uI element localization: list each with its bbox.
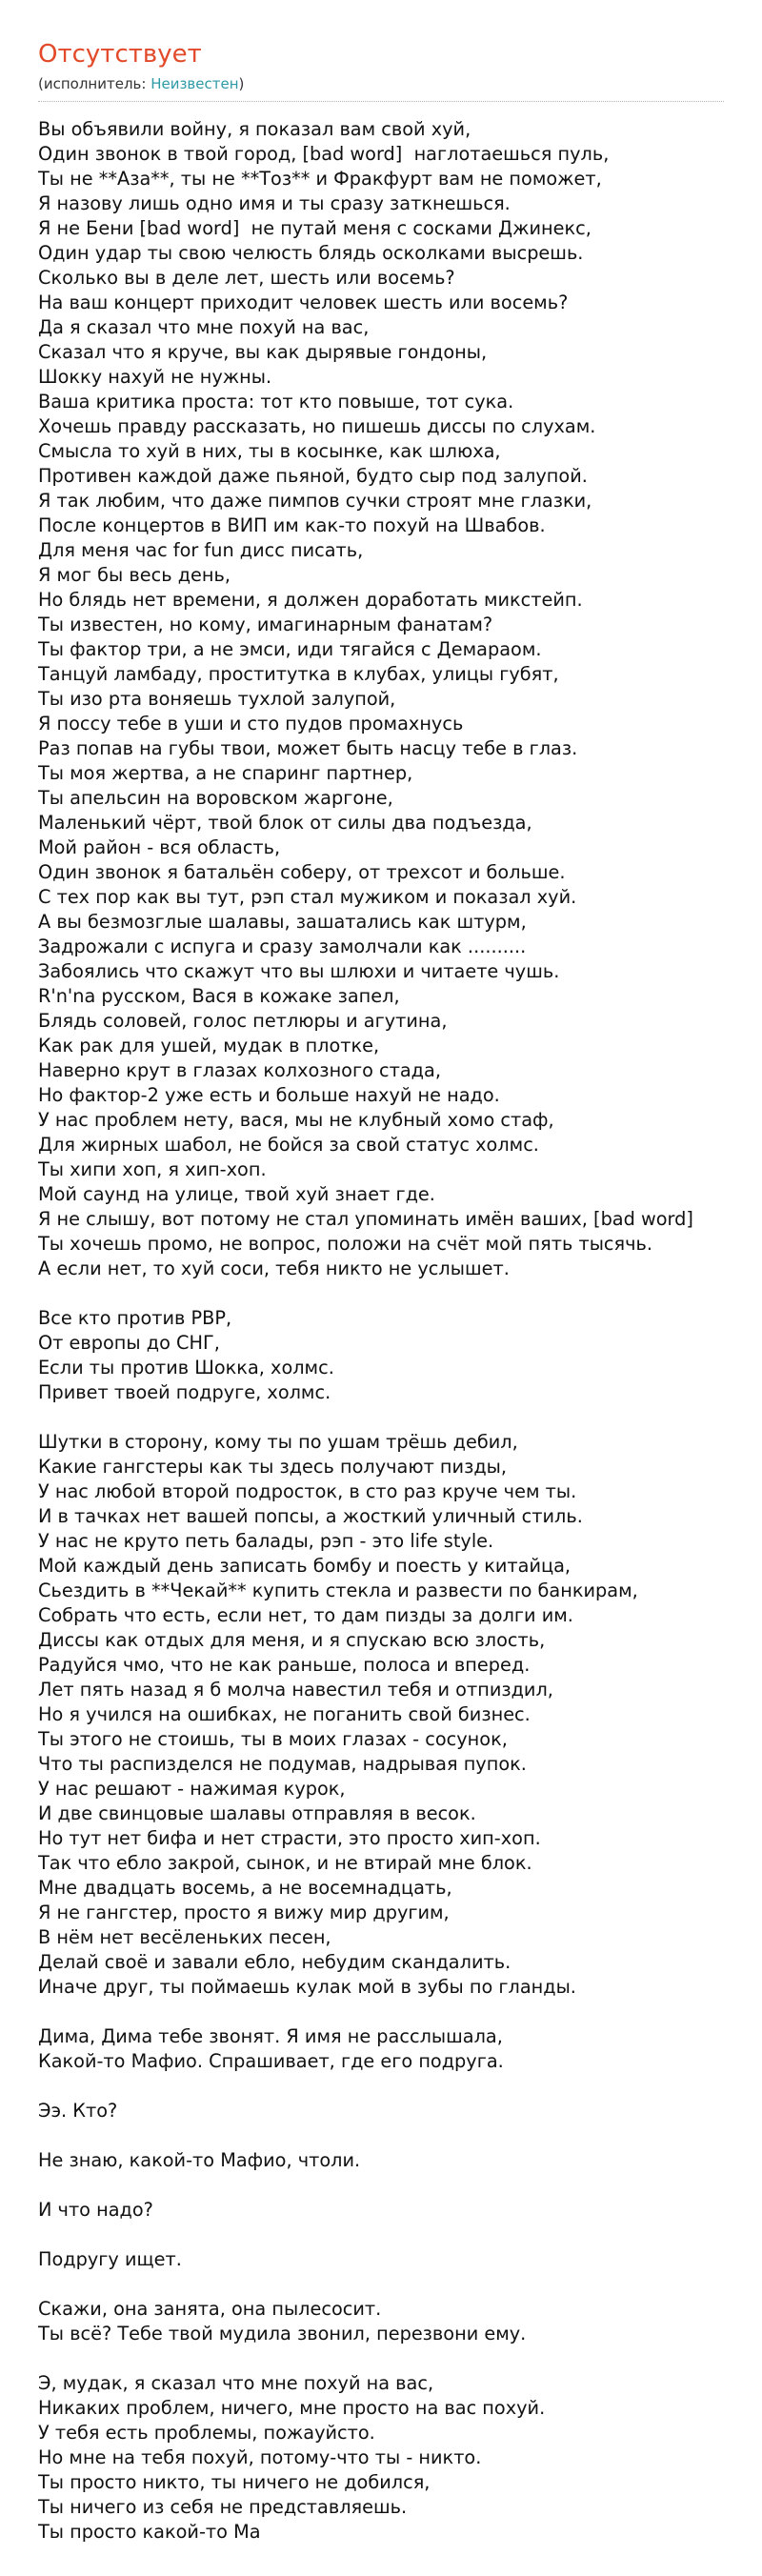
stanza-gap bbox=[38, 2223, 724, 2247]
song-title: Отсутствует bbox=[38, 40, 202, 69]
lyric-line: Так что ебло закрой, сынок, и не втирай мне блок. bbox=[38, 1852, 532, 1874]
lyric-line: Я так любим, что даже пимпов сучки строят мне глазки, bbox=[38, 490, 592, 512]
lyric-line: Ты моя жертва, а не спаринг партнер, bbox=[38, 762, 413, 784]
lyric-line: Танцуй ламбаду, проститутка в клубах, улицы губят, bbox=[38, 663, 559, 685]
lyric-line: Ты просто никто, ты ничего не добился, bbox=[38, 2471, 431, 2493]
lyric-line: Мой район - вся область, bbox=[38, 836, 281, 858]
lyric-line: Диссы как отдых для меня, и я спускаю всю злость, bbox=[38, 1629, 546, 1651]
lyric-line: Если ты против Шокка, холмс. bbox=[38, 1357, 334, 1379]
lyric-line: Противен каждой даже пьяной, будто сыр под залупой. bbox=[38, 465, 588, 487]
lyric-line: Забоялись что скажут что вы шлюхи и читаете чушь. bbox=[38, 960, 560, 982]
lyric-line: Делай своё и завали ебло, небудим скандалить. bbox=[38, 1951, 511, 1973]
lyric-line: Что ты распизделся не подумав, надрывая пупок. bbox=[38, 1753, 527, 1775]
lyric-line: Ты ничего из себя не представляешь. bbox=[38, 2496, 408, 2518]
byline-suffix: ) bbox=[238, 75, 245, 92]
lyric-line: На ваш концерт приходит человек шесть или восемь? bbox=[38, 292, 569, 313]
lyric-line: R'n'na русском, Вася в кожаке запел, bbox=[38, 985, 400, 1007]
lyric-line: Я поссу тебе в уши и сто пудов промахнусь bbox=[38, 713, 464, 735]
stanza-gap bbox=[38, 2074, 724, 2099]
lyric-line: Ты апельсин на воровском жаргоне, bbox=[38, 787, 393, 809]
lyric-line: Но мне на тебя похуй, потому-что ты - никто. bbox=[38, 2446, 482, 2468]
lyric-line: Сколько вы в деле лет, шесть или восемь? bbox=[38, 267, 455, 289]
lyric-line: Смысла то хуй в них, ты в косынке, как шлюха, bbox=[38, 440, 501, 462]
lyric-line: Шокку нахуй не нужны. bbox=[38, 366, 272, 388]
lyric-line: И две свинцовые шалавы отправляя в весок. bbox=[38, 1802, 476, 1824]
lyric-line: А вы безмозглые шалавы, зашатались как штурм, bbox=[38, 911, 527, 933]
lyric-line: От европы до СНГ, bbox=[38, 1332, 220, 1354]
lyric-line: Я мог бы весь день, bbox=[38, 564, 231, 586]
lyric-line: Дима, Дима тебе звонят. Я имя не расслышала, bbox=[38, 2025, 503, 2047]
lyric-line: Все кто против РВР, bbox=[38, 1307, 232, 1329]
lyric-line: Ты изо рта воняешь тухлой залупой, bbox=[38, 688, 396, 710]
lyric-line: Ты хочешь промо, не вопрос, положи на счёт мой пять тысячь. bbox=[38, 1233, 653, 1255]
lyric-line: И что надо? bbox=[38, 2199, 153, 2221]
lyric-line: Ты просто какой-то Ма bbox=[38, 2521, 261, 2543]
lyric-line: Ты хипи хоп, я хип-хоп. bbox=[38, 1158, 267, 1180]
lyric-line: У нас решают - нажимая курок, bbox=[38, 1778, 346, 1800]
artist-byline bbox=[38, 74, 724, 93]
lyric-line: Иначе друг, ты поймаешь кулак мой в зубы по гланды. bbox=[38, 1976, 576, 1998]
lyric-line: Ээ. Кто? bbox=[38, 2100, 118, 2122]
lyric-line: Какой-то Мафио. Спрашивает, где его подруга. bbox=[38, 2050, 504, 2072]
lyric-line: У тебя есть проблемы, пожауйсто. bbox=[38, 2422, 375, 2444]
lyric-line: Скажи, она занята, она пылесосит. bbox=[38, 2298, 382, 2320]
lyric-line: Ты этого не стоишь, ты в моих глазах - сосунок, bbox=[38, 1728, 508, 1750]
lyric-line: Сказал что я круче, вы как дырявые гондоны, bbox=[38, 341, 488, 363]
lyric-line: Мой саунд на улице, твой хуй знает где. bbox=[38, 1183, 435, 1205]
byline-prefix: (исполнитель: bbox=[38, 75, 151, 92]
lyric-line: У нас проблем нету, вася, мы не клубный хомо стаф, bbox=[38, 1109, 554, 1131]
stanza-gap bbox=[38, 2000, 724, 2024]
lyric-line: Какие гангстеры как ты здесь получают пизды, bbox=[38, 1456, 508, 1478]
stanza-gap bbox=[38, 2123, 724, 2148]
lyric-line: Не знаю, какой-то Мафио, чтоли. bbox=[38, 2149, 361, 2171]
lyric-line: Раз попав на губы твои, может быть насцу тебе в глаз. bbox=[38, 737, 578, 759]
stanza-gap bbox=[38, 2272, 724, 2297]
lyric-line: Собрать что есть, если нет, то дам пизды за долги им. bbox=[38, 1604, 573, 1626]
lyric-line: Вы объявили войну, я показал вам свой хуй, bbox=[38, 118, 471, 140]
lyric-line: Ты не **Аза**, ты не **Тоз** и Фракфурт вам не поможет, bbox=[38, 168, 602, 190]
lyric-line: Но тут нет бифа и нет страсти, это просто хип-хоп. bbox=[38, 1827, 541, 1849]
lyric-line: Но я учился на ошибках, не поганить свой бизнес. bbox=[38, 1703, 531, 1725]
title-divider bbox=[38, 101, 724, 102]
lyric-line: Ты известен, но кому, имагинарным фанатам? bbox=[38, 614, 493, 635]
stanza-gap bbox=[38, 2173, 724, 2198]
stanza-gap bbox=[38, 1281, 724, 1306]
lyric-line: Ты всё? Тебе твой мудила звонил, перезвони ему. bbox=[38, 2323, 527, 2345]
stanza-gap bbox=[38, 2346, 724, 2371]
stanza-gap bbox=[38, 1405, 724, 1430]
lyric-line: А если нет, то хуй соси, тебя никто не услышет. bbox=[38, 1258, 510, 1279]
artist-link[interactable]: Неизвестен bbox=[150, 75, 239, 92]
lyric-line: После концертов в ВИП им как-то похуй на Швабов. bbox=[38, 514, 546, 536]
lyric-line: Блядь соловей, голос петлюры и агутина, bbox=[38, 1010, 448, 1032]
lyric-line: У нас не круто петь балады, рэп - это life style. bbox=[38, 1530, 494, 1552]
lyric-line: Сьездить в **Чекай** купить стекла и развести по банкирам, bbox=[38, 1580, 638, 1601]
lyric-line: Радуйся чмо, что не как раньше, полоса и вперед. bbox=[38, 1654, 531, 1676]
lyric-line: Я назову лишь одно имя и ты сразу заткнешься. bbox=[38, 192, 511, 214]
lyric-line: Один звонок в твой город, [bad word] наглотаешься пуль, bbox=[38, 143, 610, 165]
lyric-line: Один удар ты свою челюсть блядь осколками высрешь. bbox=[38, 242, 584, 264]
lyric-line: Шутки в сторону, кому ты по ушам трёшь дебил, bbox=[38, 1431, 518, 1453]
lyric-line: Один звонок я батальён соберу, от трехсот и больше. bbox=[38, 861, 566, 883]
lyric-line: В нём нет весёленьких песен, bbox=[38, 1926, 331, 1948]
lyric-line: Лет пять назад я б молча навестил тебя и отпиздил, bbox=[38, 1679, 553, 1701]
lyric-line: У нас любой второй подросток, в сто раз круче чем ты. bbox=[38, 1480, 577, 1502]
lyric-line: Я не Бени [bad word] не путай меня с сосками Джинекс, bbox=[38, 217, 592, 239]
lyrics-text bbox=[38, 117, 724, 2545]
lyric-line: Я не гангстер, просто я вижу мир другим, bbox=[38, 1902, 450, 1923]
lyric-line: Ваша критика проста: тот кто повыше, тот сука. bbox=[38, 391, 514, 413]
lyric-line: И в тачках нет вашей попсы, а жосткий уличный стиль. bbox=[38, 1505, 583, 1527]
lyric-line: Ты фактор три, а не эмси, иди тягайся с Демараом. bbox=[38, 638, 542, 660]
lyric-line: С тех пор как вы тут, рэп стал мужиком и показал хуй. bbox=[38, 886, 577, 908]
lyric-line: Подругу ищет. bbox=[38, 2248, 182, 2270]
lyric-line: Но блядь нет времени, я должен доработать микстейп. bbox=[38, 589, 583, 611]
lyric-line: Наверно крут в глазах колхозного стада, bbox=[38, 1059, 441, 1081]
lyric-line: Мне двадцать восемь, а не восемнадцать, bbox=[38, 1877, 452, 1899]
lyric-line: Э, мудак, я сказал что мне похуй на вас, bbox=[38, 2372, 434, 2394]
lyric-line: Мой каждый день записать бомбу и поесть у китайца, bbox=[38, 1555, 572, 1577]
lyric-line: Привет твоей подруге, холмс. bbox=[38, 1381, 331, 1403]
lyric-line: Для меня час for fun дисс писать, bbox=[38, 539, 364, 561]
lyric-line: Да я сказал что мне похуй на вас, bbox=[38, 316, 370, 338]
lyric-line: Как рак для ушей, мудак в плотке, bbox=[38, 1035, 380, 1057]
lyric-line: Никаких проблем, ничего, мне просто на вас похуй. bbox=[38, 2397, 546, 2419]
lyric-line: Задрожали с испуга и сразу замолчали как .......... bbox=[38, 936, 527, 957]
lyric-line: Я не слышу, вот потому не стал упоминать имён ваших, [bad word] bbox=[38, 1208, 693, 1230]
lyric-line: Для жирных шабол, не бойся за свой статус холмс. bbox=[38, 1134, 539, 1156]
lyric-line: Маленький чёрт, твой блок от силы два подъезда, bbox=[38, 812, 532, 834]
lyric-line: Но фактор-2 уже есть и больше нахуй не надо. bbox=[38, 1084, 500, 1106]
lyric-line: Хочешь правду рассказать, но пишешь диссы по слухам. bbox=[38, 415, 596, 437]
